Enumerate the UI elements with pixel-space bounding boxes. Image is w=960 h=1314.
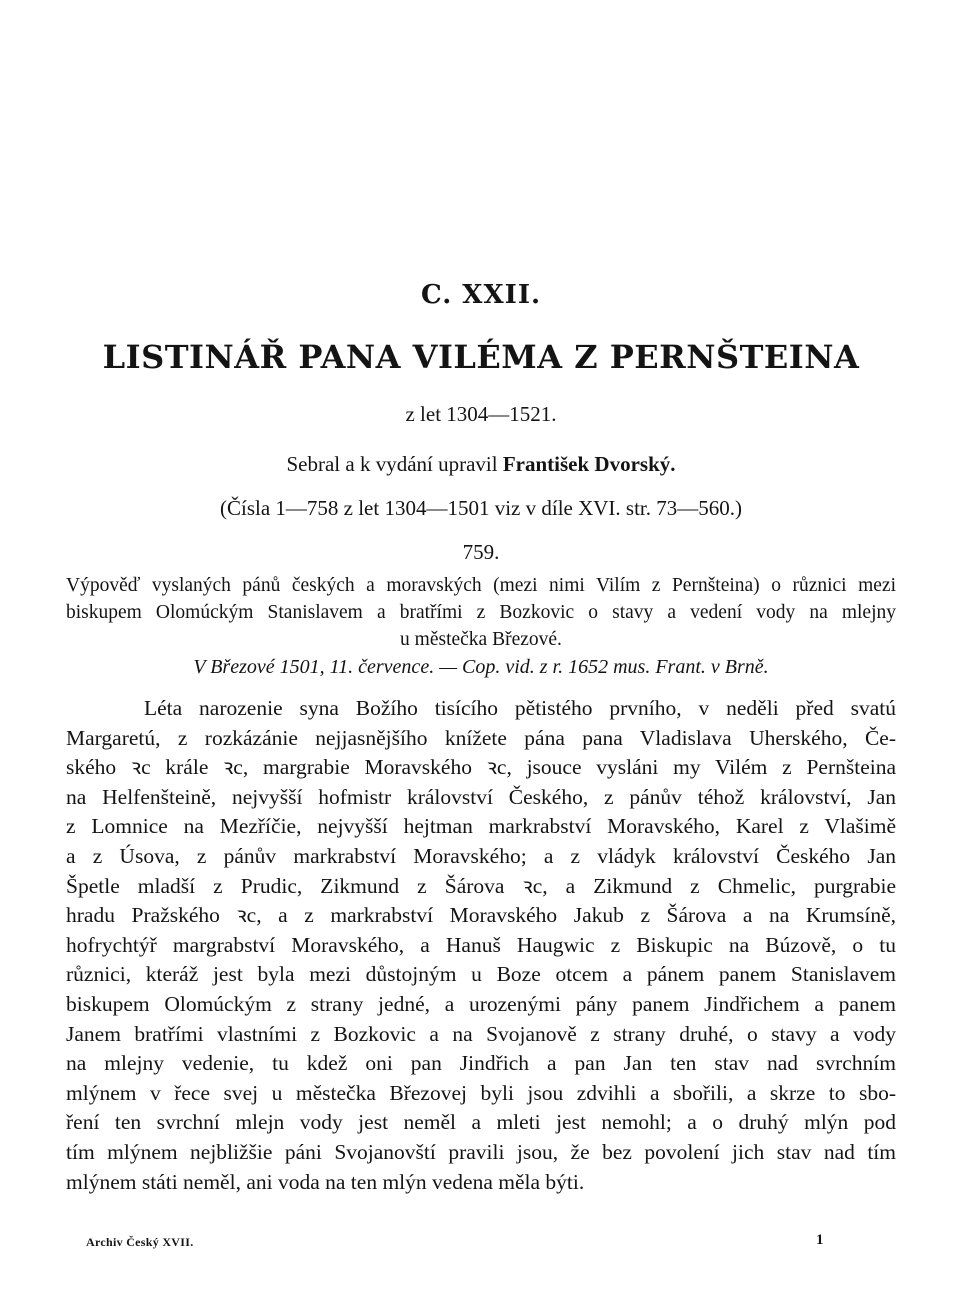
footer-source: Archiv Český XVII. [86, 1235, 194, 1249]
chapter-heading: C. XXII. [420, 280, 542, 310]
body-line: Janem bratřími vlastními z Bozkovic a na Svojanově z strany druhé, o stavy a vody [66, 1021, 896, 1046]
body-line: Špetle mladší z Prudic, Zikmund z Šárova ꝛc, a Zikmund z Chmelic, purgrabie [66, 873, 896, 898]
body-text [66, 694, 896, 1197]
body-line: ského ꝛc krále ꝛc, margrabie Moravského ꝛc, jsouce vysláni my Vilém z Pernšteina [66, 755, 896, 780]
summary-line: Výpověď vyslaných pánů českých a moravských (mezi nimi Vilím z Pernšteina) o různici mezi [66, 575, 896, 596]
page-number: 1 [816, 1232, 824, 1248]
editor-name: František Dvorský. [502, 452, 676, 476]
body-line: mlýnem v řece svej u městečka Březovej byli jsou zdvihli a sbořili, a skrze to sbo- [66, 1080, 896, 1105]
document-summary [66, 572, 896, 653]
summary-line: u městečka Březové. [400, 629, 562, 650]
body-line: a z Úsova, z pánův markrabství Moravského; a z vládyk království Českého Jan [66, 843, 896, 868]
year-range: z let 1304—1521. [405, 402, 557, 426]
body-line: ření ten svrchní mlejn vody jest neměl a mleti jest nemohl; a o druhý mlýn pod [66, 1110, 896, 1135]
editor-credit-prefix: Sebral a k vydání upravil [286, 452, 503, 476]
summary-line: biskupem Olomúckým Stanislavem a bratřími z Bozkovic o stavy a vedení vody na mlejny [66, 602, 896, 623]
body-line: mlýnem státi neměl, ani voda na ten mlýn vedena měla býti. [66, 1169, 585, 1194]
page-title: LISTINÁŘ PANA VILÉMA Z PERNŠTEINA [102, 338, 860, 376]
dateline: V Březové 1501, 11. července. — Cop. vid. z r. 1652 mus. Frant. v Brně. [193, 656, 769, 678]
body-line: na Helfenšteině, nejvyšší hofmistr království Českého, z pánův téhož království, Jan [66, 784, 896, 809]
document-number: 759. [462, 540, 500, 564]
volume-note: (Čísla 1—758 z let 1304—1501 viz v díle XVI. str. 73—560.) [219, 496, 743, 520]
body-line: biskupem Olomúckým z strany jedné, a urozenými pány panem Jindřichem a panem [66, 991, 896, 1016]
body-line: hradu Pražského ꝛc, a z markrabství Moravského Jakub z Šárova a na Krumsíně, [66, 903, 896, 928]
editor-credit [66, 452, 896, 477]
body-line: Margaretú, z rozkázánie nejjasnějšího knížete pána pana Vladislava Uherského, Če- [66, 725, 896, 750]
body-line: na mlejny vedenie, tu kdež oni pan Jindřich a pan Jan ten stav nad svrchním [66, 1051, 896, 1076]
body-line: Léta narozenie syna Božího tisícího pětistého prvního, v neděli před svatú [144, 696, 896, 720]
body-line: z Lomnice na Mezříčie, nejvyšší hejtman markrabství Moravského, Karel z Vlašimě [66, 814, 896, 839]
body-line: hofrychtýř margrabství Moravského, a Hanuš Haugwic z Biskupic na Búzově, o tu [66, 932, 896, 957]
body-line: různici, kteráž jest byla mezi důstojným u Boze otcem a pánem panem Stanislavem [66, 962, 896, 987]
document-page [66, 0, 896, 1314]
body-line: tím mlýnem nejbližšie páni Svojanovští pravili jsou, že bez povolení jich stav nad tím [66, 1139, 896, 1164]
